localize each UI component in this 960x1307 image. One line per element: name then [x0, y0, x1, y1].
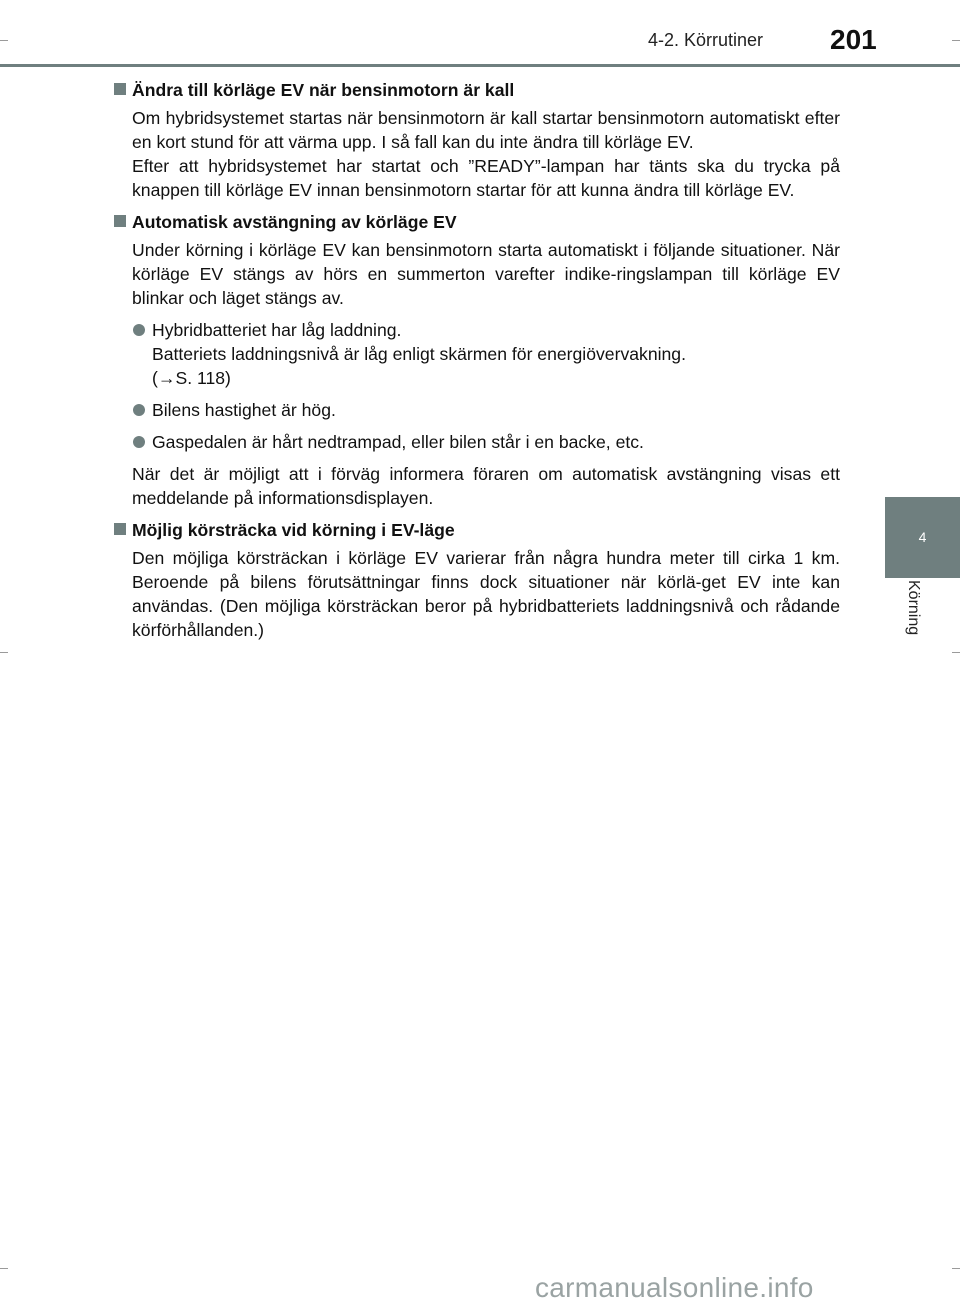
list-item-text: Hybridbatteriet har låg laddning.	[152, 320, 402, 340]
list-item	[112, 318, 840, 390]
page-number: 201	[830, 24, 877, 55]
chapter-number: 4	[918, 529, 927, 545]
section-heading	[112, 210, 840, 234]
section-title: Ändra till körläge EV när bensinmotorn är kall	[132, 80, 515, 100]
crop-mark	[952, 1268, 960, 1269]
list-item	[112, 430, 840, 454]
paragraph: Om hybridsystemet startas när bensinmotorn är kall startar bensinmotorn automatiskt efter en kort stund för att värma upp. I så fall kan du inte ändra till körläge EV.	[132, 108, 840, 152]
section-heading	[112, 78, 840, 102]
section-ev-range	[112, 518, 840, 642]
chapter-label: Körning	[905, 580, 922, 636]
round-bullet-icon	[133, 404, 145, 416]
list-item-text: Gaspedalen är hårt nedtrampad, eller bilen står i en backe, etc.	[152, 432, 644, 452]
crop-mark	[0, 1268, 8, 1269]
crop-mark	[0, 40, 8, 41]
section-title: Automatisk avstängning av körläge EV	[132, 212, 457, 232]
paragraph: Den möjliga körsträckan i körläge EV varierar från några hundra meter till cirka 1 km. Beroende på bilens förutsättningar finns dock situationer när körlä-get EV inte kan användas. (Den möjliga körsträckan beror på hybridbatteriets laddningsnivå och rådande körförhållanden.)	[132, 548, 840, 640]
page-reference-link[interactable]: (→S. 118)	[152, 368, 231, 388]
section-title: Möjlig körsträcka vid körning i EV-läge	[132, 520, 455, 540]
page-content	[112, 78, 840, 650]
paragraph: Under körning i körläge EV kan bensinmotorn starta automatiskt i följande situationer. När körläge EV stängs av hörs en summerton varefter indike-ringslampan till körläge EV blinkar och läget stängs av.	[132, 240, 840, 308]
square-bullet-icon	[114, 83, 126, 95]
section-heading	[112, 518, 840, 542]
paragraph: Efter att hybridsystemet har startat och ”READY”-lampan har tänts ska du trycka på knappen till körläge EV innan bensinmotorn startar för att kunna ändra till körläge EV.	[132, 156, 840, 200]
crop-mark	[0, 652, 8, 653]
crop-mark	[952, 40, 960, 41]
section-ev-cold-engine	[112, 78, 840, 202]
chapter-tab[interactable]	[885, 497, 960, 578]
crop-mark	[952, 652, 960, 653]
round-bullet-icon	[133, 324, 145, 336]
round-bullet-icon	[133, 436, 145, 448]
square-bullet-icon	[114, 215, 126, 227]
watermark: carmanualsonline.info	[535, 1272, 814, 1303]
running-header-section: 4-2. Körrutiner	[648, 30, 764, 50]
paragraph: När det är möjligt att i förväg informera föraren om automatisk avstängning visas ett meddelande på informationsdisplayen.	[132, 464, 840, 508]
list-item	[112, 398, 840, 422]
list-item-detail: Batteriets laddningsnivå är låg enligt skärmen för energiövervakning.	[152, 344, 686, 364]
section-auto-cancel	[112, 210, 840, 510]
header-rule	[0, 64, 960, 67]
square-bullet-icon	[114, 523, 126, 535]
list-item-text: Bilens hastighet är hög.	[152, 400, 336, 420]
